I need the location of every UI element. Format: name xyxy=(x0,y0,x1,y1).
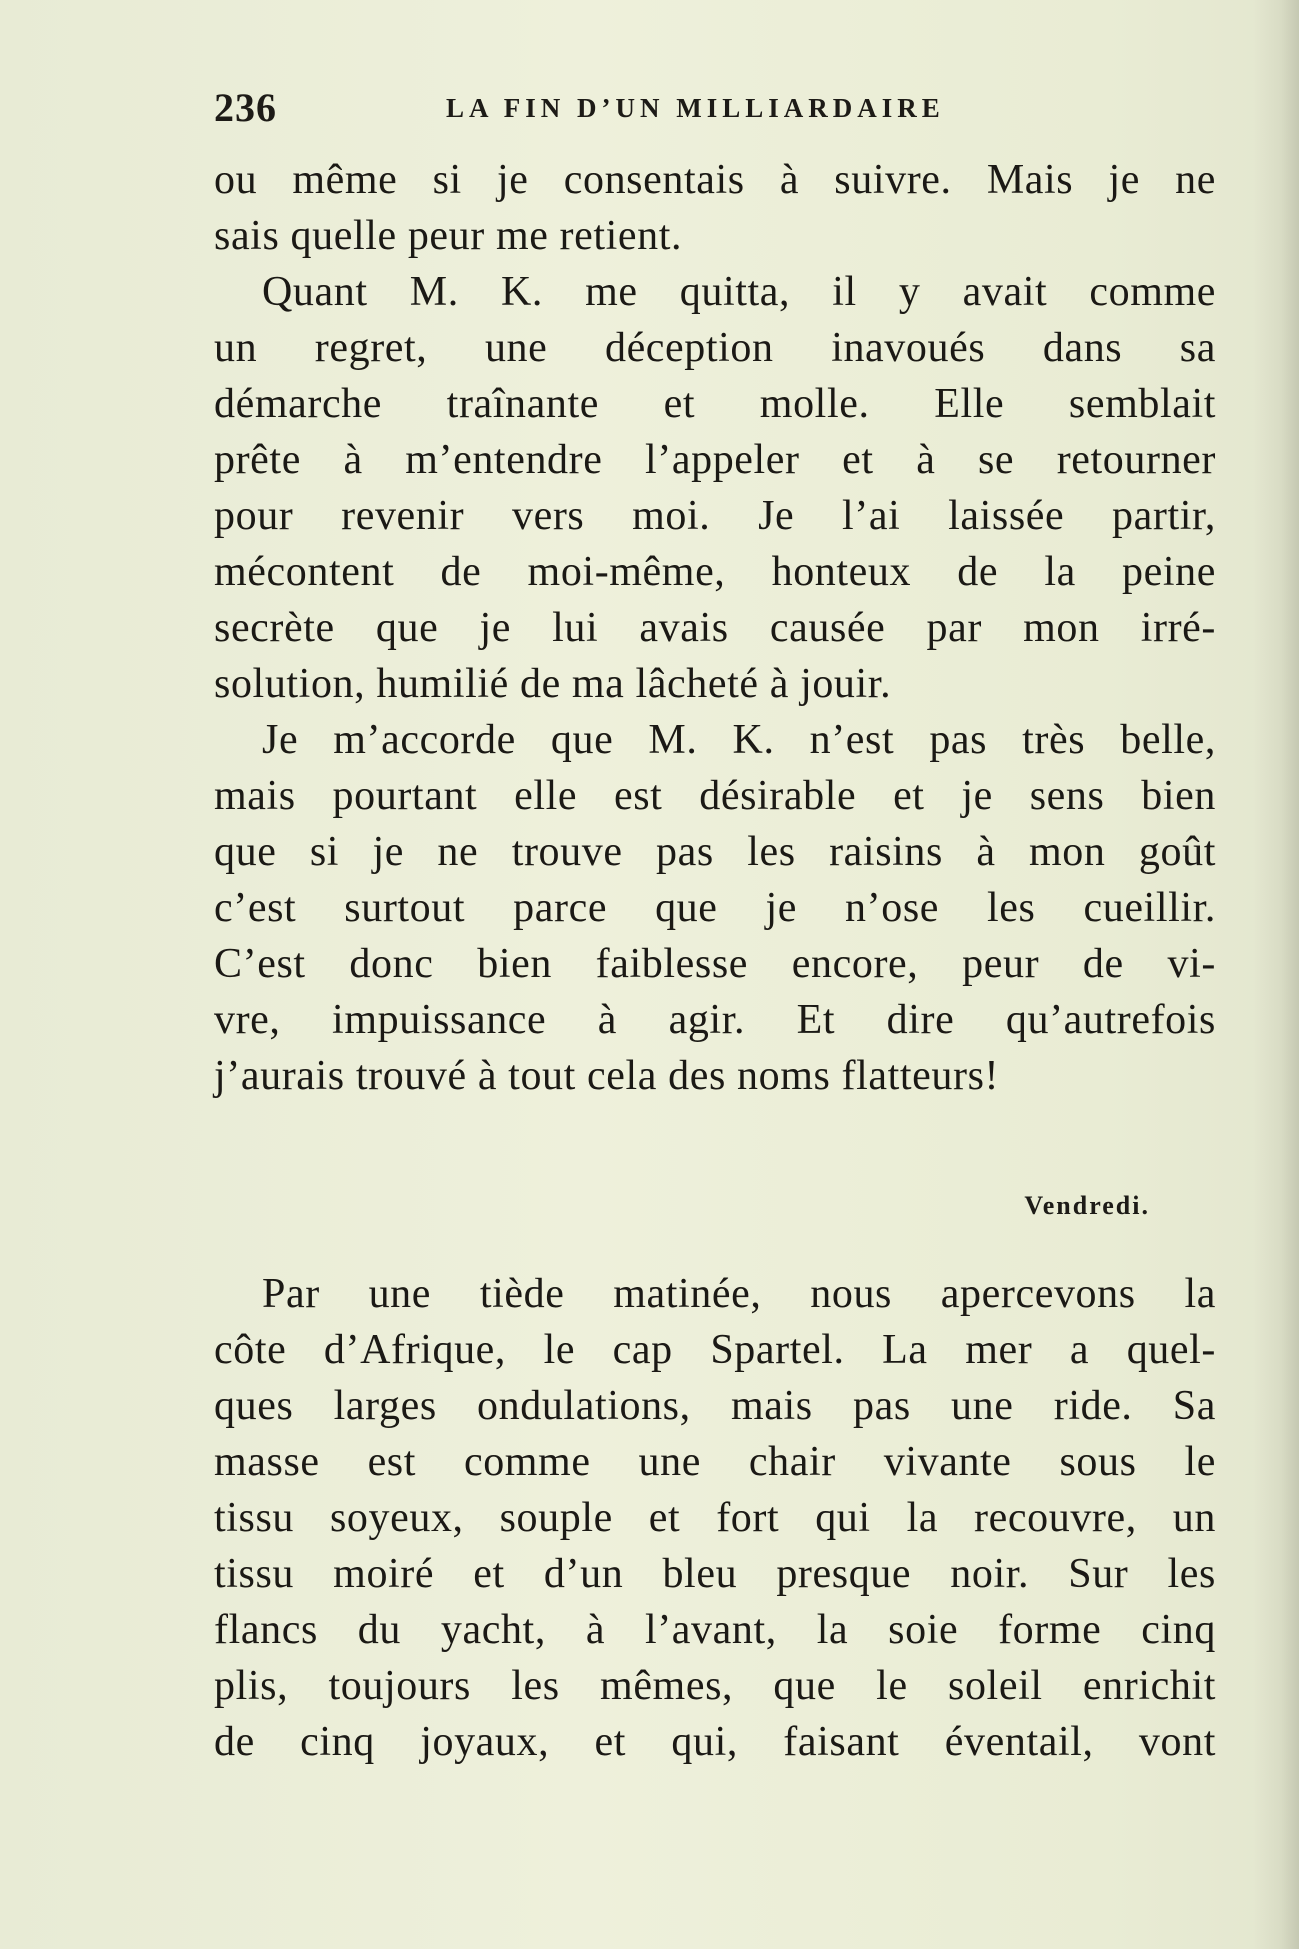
text-line: tissu moiré et d’un bleu presque noir. Sur les xyxy=(214,1551,1216,1597)
text-line: tissu soyeux, souple et fort qui la recouvre, un xyxy=(214,1495,1216,1541)
book-title: LA FIN D’UN MILLIARDAIRE xyxy=(446,93,945,123)
text-line: ou même si je consentais à suivre. Mais je ne xyxy=(214,157,1216,203)
text-line: Quant M. K. me quitta, il y avait comme xyxy=(262,269,1216,315)
text-line: Je m’accorde que M. K. n’est pas très belle, xyxy=(262,717,1216,763)
text-line: flancs du yacht, à l’avant, la soie forme cinq xyxy=(214,1607,1216,1653)
text-line: C’est donc bien faiblesse encore, peur de vi- xyxy=(214,941,1216,987)
text-line: mais pourtant elle est désirable et je sens bien xyxy=(214,773,1216,819)
text-line: prête à m’entendre l’appeler et à se retourner xyxy=(214,437,1216,483)
text-line: un regret, une déception inavoués dans sa xyxy=(214,325,1216,371)
dateline: Vendredi. xyxy=(1024,1191,1150,1220)
text-line: côte d’Afrique, le cap Spartel. La mer a quel- xyxy=(214,1327,1216,1373)
text-line: pour revenir vers moi. Je l’ai laissée partir, xyxy=(214,493,1216,539)
text-line: de cinq joyaux, et qui, faisant éventail, vont xyxy=(214,1719,1216,1765)
text-line: mécontent de moi-même, honteux de la peine xyxy=(214,549,1216,595)
text-line: plis, toujours les mêmes, que le soleil enrichit xyxy=(214,1663,1216,1709)
text-line: Par une tiède matinée, nous apercevons la xyxy=(262,1271,1216,1317)
text-line: que si je ne trouve pas les raisins à mon goût xyxy=(214,829,1216,875)
text-line: secrète que je lui avais causée par mon irré- xyxy=(214,605,1216,651)
page-number: 236 xyxy=(214,85,277,130)
page-edge-shadow xyxy=(1253,0,1299,1949)
text-line: démarche traînante et molle. Elle semblait xyxy=(214,381,1216,427)
running-head xyxy=(214,84,1014,134)
text-line: sais quelle peur me retient. xyxy=(214,213,683,259)
text-line: ques larges ondulations, mais pas une ride. Sa xyxy=(214,1383,1216,1429)
text-line: masse est comme une chair vivante sous le xyxy=(214,1439,1216,1485)
text-line: j’aurais trouvé à tout cela des noms flatteurs! xyxy=(214,1053,1000,1099)
text-line: solution, humilié de ma lâcheté à jouir. xyxy=(214,661,892,707)
text-line: vre, impuissance à agir. Et dire qu’autrefois xyxy=(214,997,1216,1043)
text-line: c’est surtout parce que je n’ose les cueillir. xyxy=(214,885,1216,931)
